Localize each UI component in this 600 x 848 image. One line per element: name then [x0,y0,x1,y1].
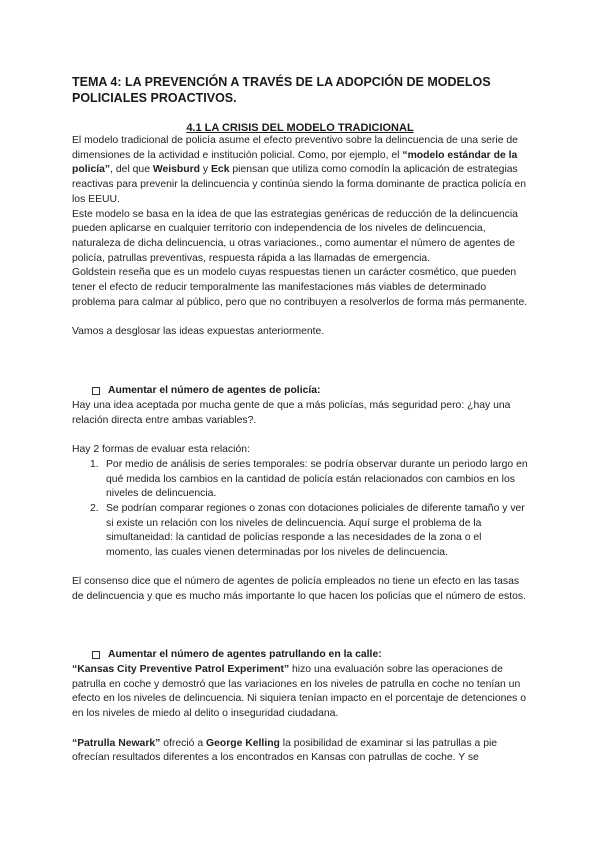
intro-paragraph-4: Vamos a desglosar las ideas expuestas anteriormente. [72,326,325,338]
author-george-kelling: George Kelling [206,737,280,749]
item1-heading: Aumentar el número de agentes de policía: [92,384,320,399]
intro-paragraph-1: El modelo tradicional de policía asume el efecto preventivo sobre la delincuencia de una serie de dimensiones de la actividad e institución policial. Como, por ejemplo, el “modelo estándar de la policía”, del que Weisburd y Eck piensan que utiliza como comodín la aplicación de estrategias reactivas para prevenir la delincuencia y continúa siendo la forma dominante de practica policía en los EEUU. [72,135,526,205]
item2-paragraph-2: “Patrulla Newark” ofreció a George Kelling la posibilidad de examinar si las patrullas a pie ofrecían resultados diferentes a los encontrados en Kansas con patrullas de coche. Y se [72,737,498,764]
item1-paragraph-2: Hay 2 formas de evaluar esta relación: [72,444,250,456]
intro-paragraph-3: Goldstein reseña que es un modelo cuyas respuestas tienen un carácter cosmético, que pueden tener el efecto de reducir temporalmente las manifestaciones más viables de determinado problema para calmar al público, pero que no contribuyen a resolverlos de forma más permanente. [72,267,528,308]
section-heading: 4.1 LA CRISIS DEL MODELO TRADICIONAL [186,122,414,134]
term-patrulla-newark: “Patrulla Newark” [72,737,161,749]
item1-block [72,399,528,605]
item2-paragraph-1: “Kansas City Preventive Patrol Experiment” hizo una evaluación sobre las operaciones de patrulla en coche y demostró que las variaciones en los niveles de patrulla en coche no tenían un efecto en los niveles de delincuencia. Ni siquiera tenían impacto en el porcentaje de detenciones o en los niveles de miedo al delito o inseguridad ciudadana. [72,664,527,720]
item1-paragraph-3: El consenso dice que el número de agentes de policía empleados no tiene un efecto en las tasas de delincuencia y que es mucho más importante lo que hacen los policías que el número de estos. [72,576,526,603]
checkbox-icon [92,387,100,395]
item1-list [72,458,528,561]
author-weisburd: Weisburd [152,164,201,176]
list-item: 2. Se podrían comparar regiones o zonas con dotaciones policiales de diferente tamaño y ver si existe un relación con los niveles de delincuencia. Aquí surge el problema de la simultaneidad: la cantidad de policías responde a las necesidades de la zona o el momento, las cuales vienen determinadas por los niveles de delincuencia. [90,502,525,559]
term-kansas-experiment: “Kansas City Preventive Patrol Experiment” [72,664,290,675]
intro-block [72,134,528,340]
item1-paragraph-1: Hay una idea aceptada por mucha gente de que a más policías, más seguridad pero: ¿hay una relación directa entre ambas variables?. [72,400,511,426]
list-item: 1. Por medio de análisis de series temporales: se podría observar durante un periodo largo en qué medida los cambios en la cantidad de policía están relacionados con cambios en los niveles de delincuencia. [90,458,528,500]
item2-heading: Aumentar el número de agentes patrullando en la calle: [92,648,382,663]
checkbox-icon [92,651,100,659]
author-eck: Eck [211,164,230,176]
document-title: TEMA 4: LA PREVENCIÓN A TRAVÉS DE LA ADOPCIÓN DE MODELOS POLICIALES PROACTIVOS. [72,75,491,105]
term-standard-model: “modelo estándar de la policía” [72,149,518,176]
intro-paragraph-2: Este modelo se basa en la idea de que las estrategias genéricas de reducción de la delincuencia pueden aplicarse en cualquier territorio con independencia de los niveles de delincuencia, naturaleza de dicha delincuencia, u otras variaciones., como aumentar el número de agentes de policía, patrullas preventivas, respuesta rápida a las llamadas de emergencia. [72,208,518,264]
item2-block [72,663,528,766]
